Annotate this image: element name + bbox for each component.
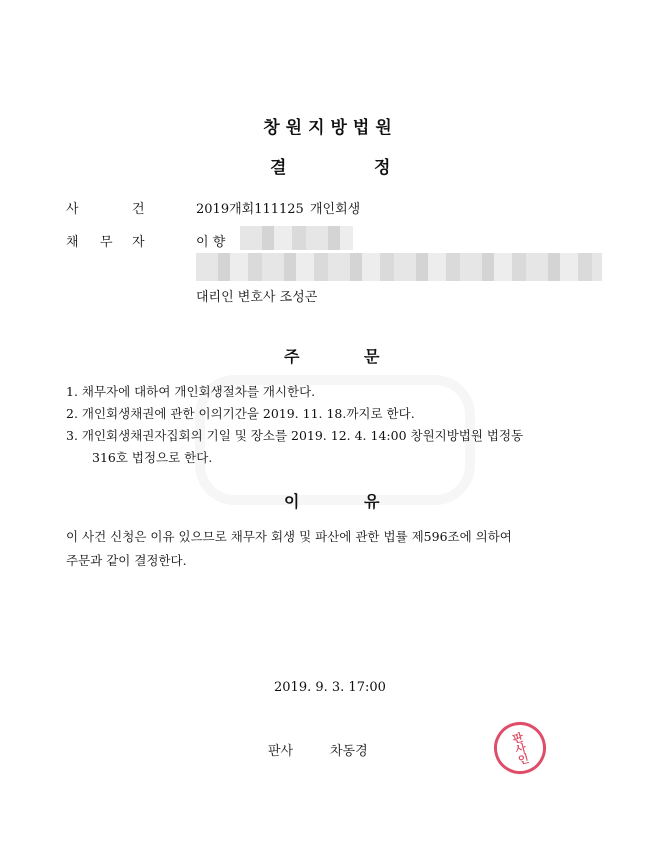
judge-name: 차동경: [330, 744, 368, 759]
order-item-3-cont: 316호 법정으로 한다.: [92, 450, 213, 465]
attorney: 대리인 변호사 조성곤: [196, 290, 318, 305]
order-item-2: 2. 개인회생채권에 관한 이의기간을 2019. 11. 18.까지로 한다.: [66, 406, 415, 421]
judge-title: 판사: [268, 744, 294, 759]
case-label-2: 건: [132, 202, 145, 217]
doc-type-char-1: 결: [270, 158, 287, 178]
debtor-label-2: 무: [100, 235, 113, 250]
redacted-address: [196, 253, 602, 281]
debtor-label-1: 채: [66, 235, 79, 250]
order-heading-2: 문: [364, 347, 380, 366]
seal-text: 판사인: [509, 730, 531, 766]
reason-line-1: 이 사건 신청은 이유 있으므로 채무자 회생 및 파산에 관한 법률 제596조에 의하여: [66, 529, 512, 544]
redacted-name: [240, 226, 353, 250]
decision-date: 2019. 9. 3. 17:00: [274, 680, 386, 695]
case-number: 2019개회111125: [196, 202, 304, 217]
court-title: 창원지방법원: [263, 118, 398, 138]
doc-type-char-2: 정: [374, 158, 391, 178]
order-item-3: 3. 개인회생채권자집회의 기일 및 장소를 2019. 12. 4. 14:00 창원지방법원 법정동: [66, 428, 524, 443]
case-label-1: 사: [66, 202, 79, 217]
order-item-1: 1. 채무자에 대하여 개인회생절차를 개시한다.: [66, 384, 316, 399]
reason-heading-1: 이: [284, 492, 300, 511]
debtor-name: 이 향: [196, 235, 226, 250]
reason-heading-2: 유: [364, 492, 380, 511]
reason-line-2: 주문과 같이 결정한다.: [66, 553, 187, 568]
order-heading-1: 주: [284, 347, 300, 366]
debtor-label-3: 자: [132, 235, 145, 250]
case-type: 개인회생: [310, 202, 361, 217]
judge-seal-icon: [488, 716, 552, 780]
